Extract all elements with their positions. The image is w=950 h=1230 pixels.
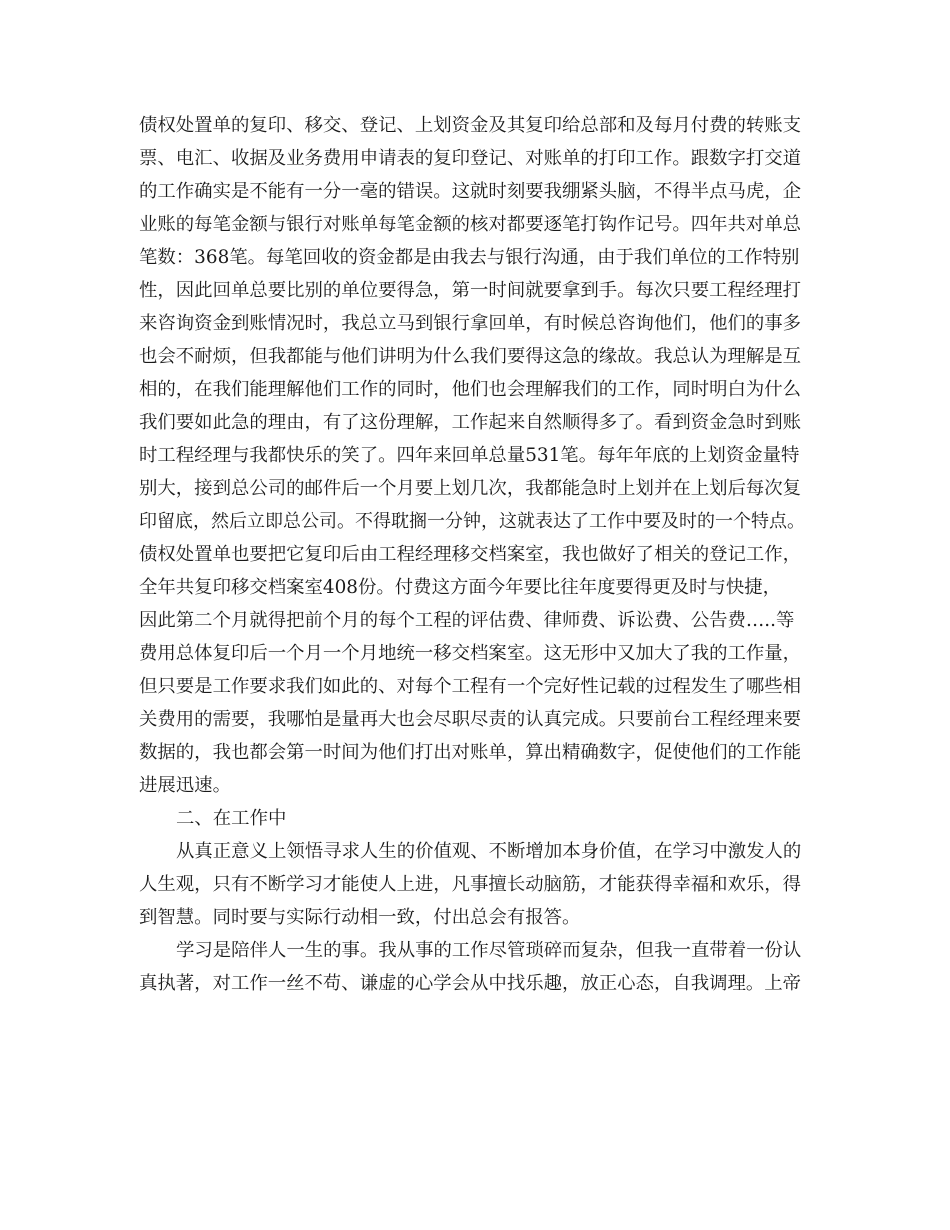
text-line: 票、电汇、收据及业务费用申请表的复印登记、对账单的打印工作。跟数字打交道 <box>139 148 802 169</box>
text-line: 全年共复印移交档案室408份。付费这方面今年要比往年度要得更及时与快捷， <box>139 577 781 598</box>
text-line: 从真正意义上领悟寻求人生的价值观、不断增加本身价值，在学习中激发人的 <box>176 841 802 862</box>
text-line: 笔数：368笔。每笔回收的资金都是由我去与银行沟通，由于我们单位的工作特别 <box>139 247 800 268</box>
text-line: 数据的，我也都会第一时间为他们打出对账单，算出精确数字，促使他们的工作能 <box>139 742 802 763</box>
text-line: 人生观，只有不断学习才能使人上进，凡事擅长动脑筋，才能获得幸福和欢乐，得 <box>139 874 802 895</box>
text-line: 印留底，然后立即总公司。不得耽搁一分钟，这就表达了工作中要及时的一个特点。 <box>139 511 805 532</box>
text-line: 学习是陪伴人一生的事。我从事的工作尽管琐碎而复杂，但我一直带着一份认 <box>176 940 802 961</box>
text-line: 业账的每笔金额与银行对账单每笔金额的核对都要逐笔打钩作记号。四年共对单总 <box>139 214 802 235</box>
text-line: 也会不耐烦，但我都能与他们讲明为什么我们要得这急的缘故。我总认为理解是互 <box>139 346 802 367</box>
section-heading: 二、在工作中 <box>176 808 287 829</box>
text-line: 但只要是工作要求我们如此的、对每个工程有一个完好性记载的过程发生了哪些相 <box>139 676 802 697</box>
text-line: 的工作确实是不能有一分一毫的错误。这就时刻要我绷紧头脑，不得半点马虎，企 <box>139 181 802 202</box>
text-line: 我们要如此急的理由，有了这份理解，工作起来自然顺得多了。看到资金急时到账 <box>139 412 802 433</box>
text-line: 债权处置单也要把它复印后由工程经理移交档案室，我也做好了相关的登记工作， <box>139 544 802 565</box>
text-line: 性，因此回单总要比别的单位要得急，第一时间就要拿到手。每次只要工程经理打 <box>139 280 802 301</box>
text-line: 相的，在我们能理解他们工作的同时，他们也会理解我们的工作，同时明白为什么 <box>139 379 802 400</box>
text-line: 别大，接到总公司的邮件后一个月要上划几次，我都能急时上划并在上划后每次复 <box>139 478 802 499</box>
text-line: 因此第二个月就得把前个月的每个工程的评估费、律师费、诉讼费、公告费…..等 <box>139 610 795 631</box>
text-line: 进展迅速。 <box>139 775 231 796</box>
text-line: 时工程经理与我都快乐的笑了。四年来回单总量531笔。每年年底的上划资金量特 <box>139 445 800 466</box>
text-line: 真执著，对工作一丝不苟、谦虚的心学会从中找乐趣，放正心态，自我调理。上帝 <box>139 973 802 994</box>
text-line: 到智慧。同时要与实际行动相一致，付出总会有报答。 <box>139 907 581 928</box>
text-line: 费用总体复印后一个月一个月地统一移交档案室。这无形中又加大了我的工作量， <box>139 643 802 664</box>
text-line: 来咨询资金到账情况时，我总立马到银行拿回单，有时候总咨询他们，他们的事多 <box>139 313 802 334</box>
text-line: 关费用的需要，我哪怕是量再大也会尽职尽责的认真完成。只要前台工程经理来要 <box>139 709 802 730</box>
text-line: 债权处置单的复印、移交、登记、上划资金及其复印给总部和及每月付费的转账支 <box>139 115 802 136</box>
